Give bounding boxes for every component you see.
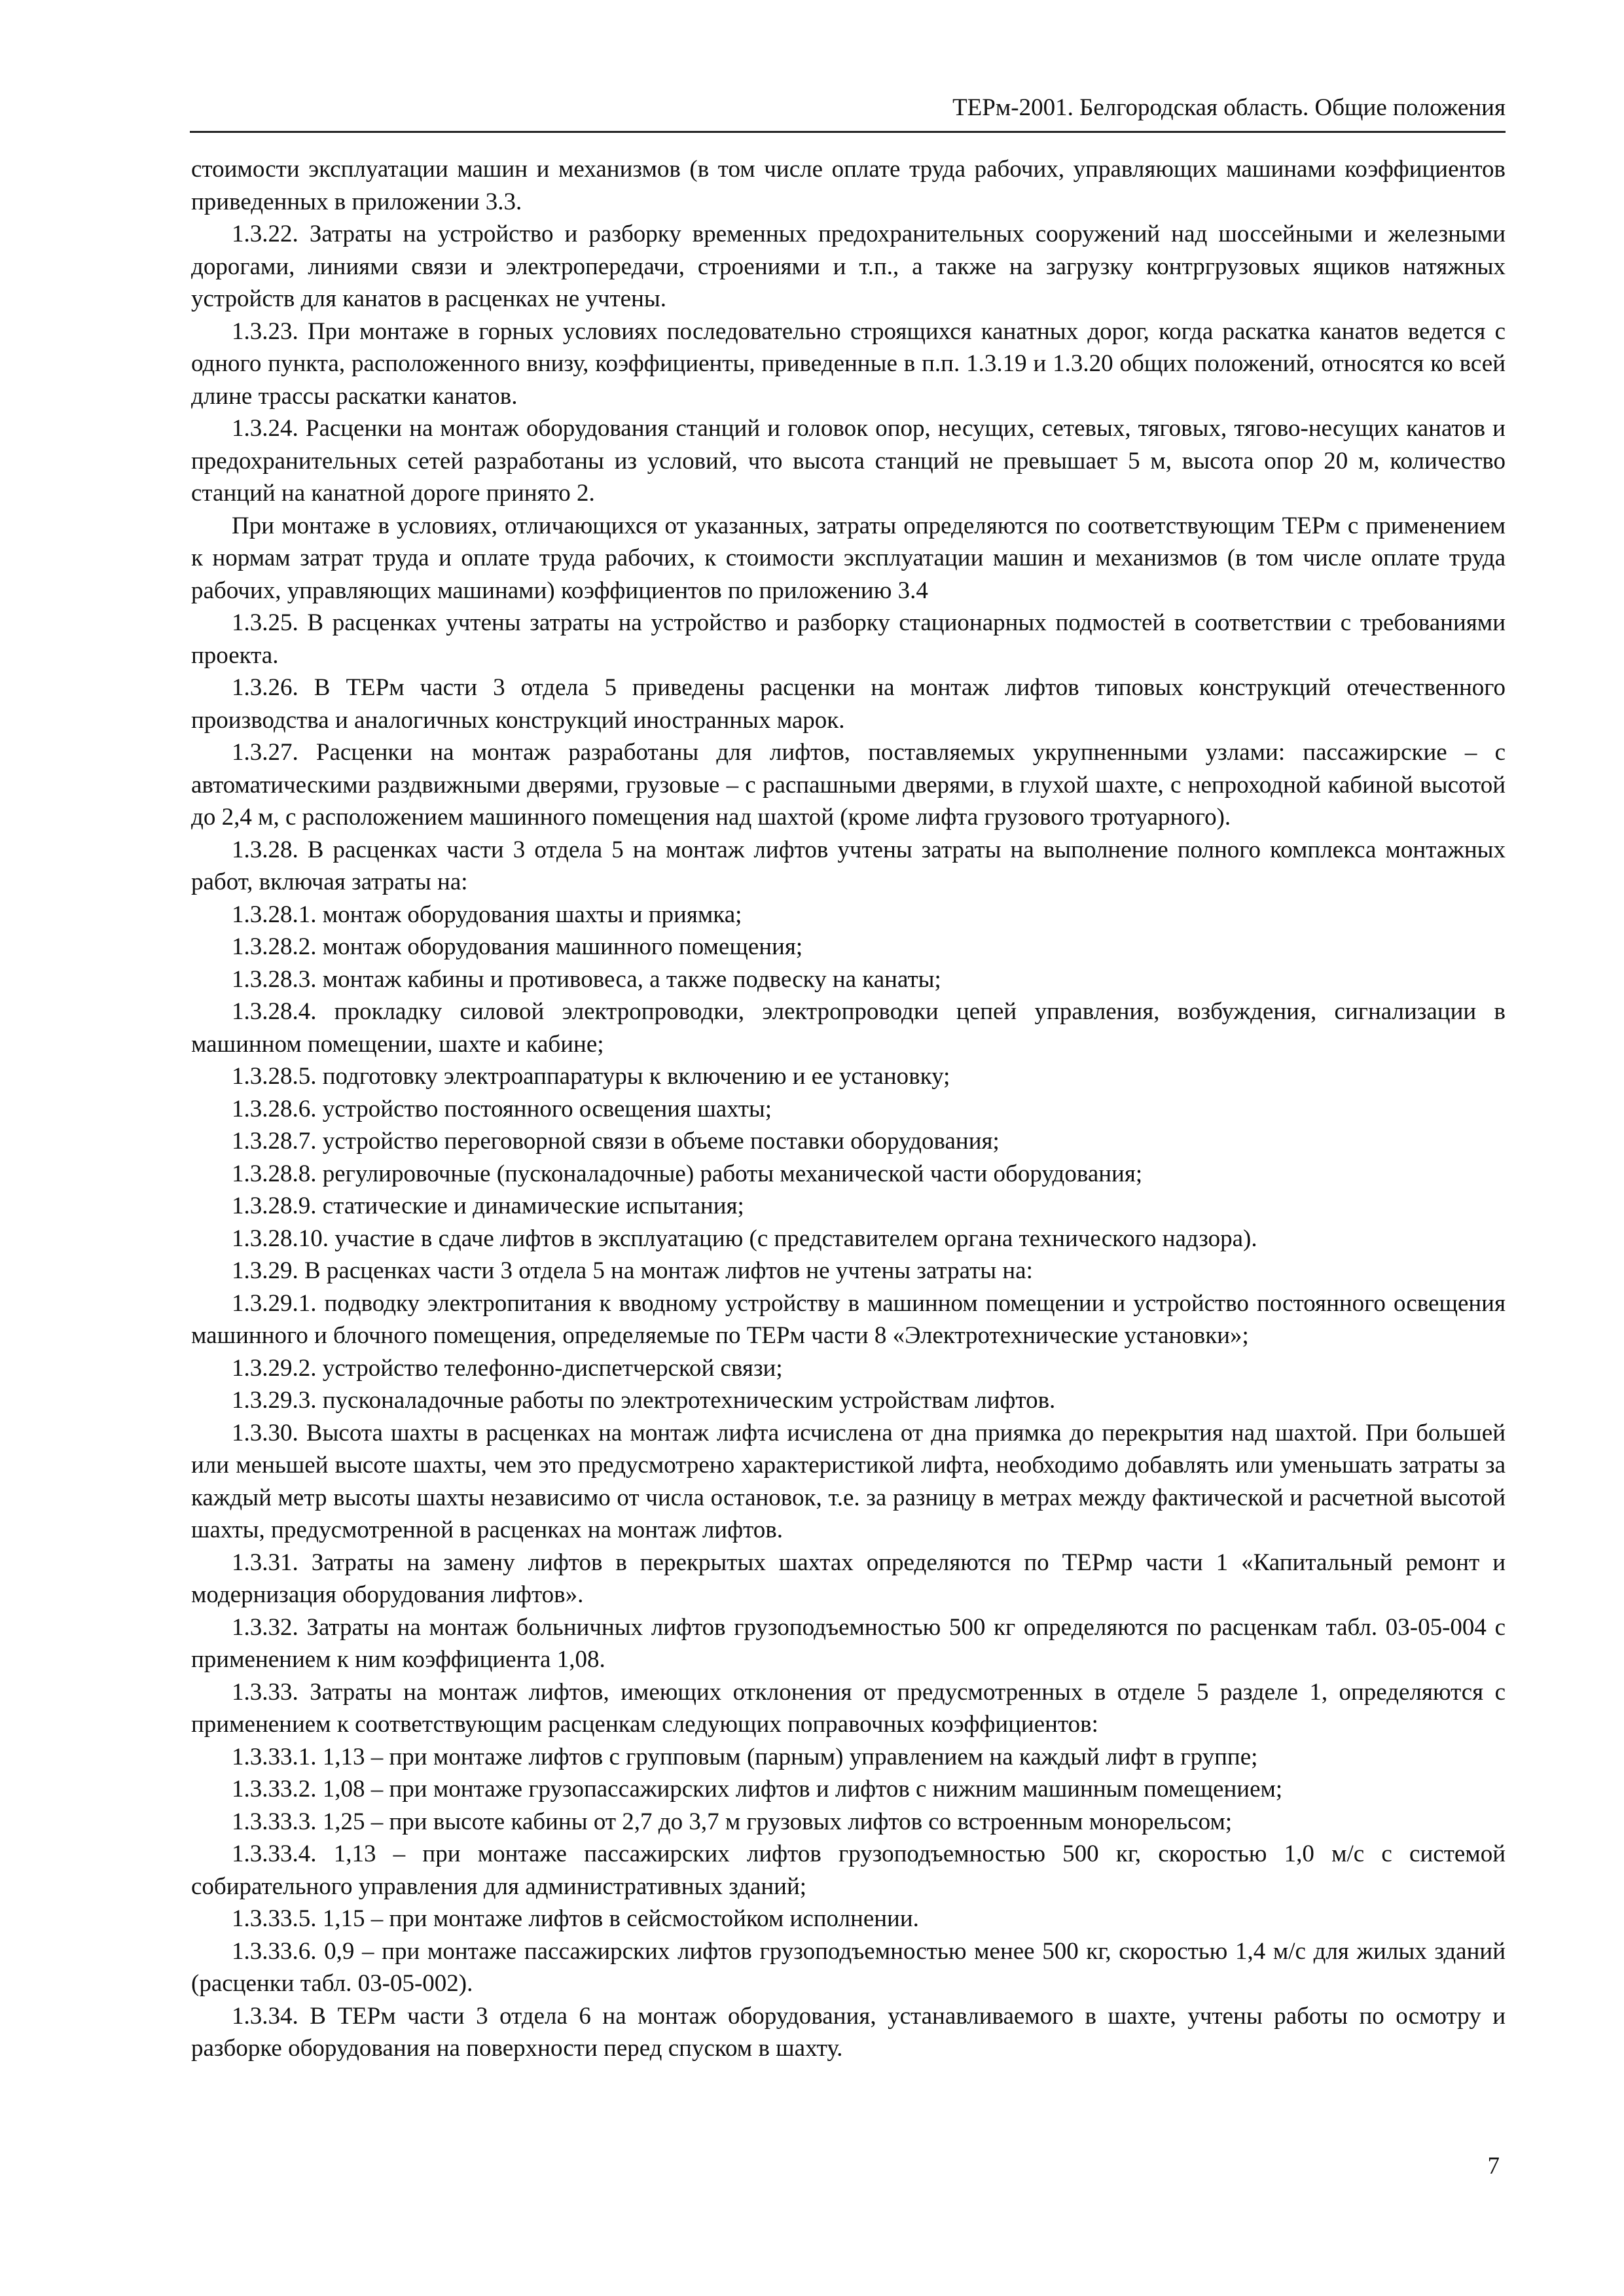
document-body [191, 153, 1506, 2065]
paragraph-1-3-33-2: 1.3.33.2. 1,08 – при монтаже грузопассажирских лифтов и лифтов с нижним машинным помещением; [232, 1776, 1283, 1803]
paragraph-1-3-22: 1.3.22. Затраты на устройство и разборку временных предохранительных сооружений над шоссейными и железными дорогами, линиями связи и электропередачи, строениями и т.п., а также на загрузку контргрузовых ящиков натяжных устройств для канатов в расценках не учтены. [191, 221, 1506, 312]
paragraph-1-3-29-3: 1.3.29.3. пусконаладочные работы по электротехническим устройствам лифтов. [232, 1387, 1056, 1414]
paragraph-1-3-28-8: 1.3.28.8. регулировочные (пусконаладочные) работы механической части оборудования; [232, 1160, 1143, 1187]
paragraph-1-3-28-6: 1.3.28.6. устройство постоянного освещения шахты; [232, 1095, 772, 1122]
paragraph-1-3-29: 1.3.29. В расценках части 3 отдела 5 на монтаж лифтов не учтены затраты на: [232, 1257, 1033, 1284]
paragraph-1-3-28: 1.3.28. В расценках части 3 отдела 5 на монтаж лифтов учтены затраты на выполнение полного комплекса монтажных работ, включая затраты на: [191, 836, 1506, 895]
paragraph-1-3-28-4: 1.3.28.4. прокладку силовой электропроводки, электропроводки цепей управления, возбуждения, сигнализации в машинном помещении, шахте и кабине; [191, 998, 1506, 1058]
paragraph-1-3-25: 1.3.25. В расценках учтены затраты на устройство и разборку стационарных подмостей в соответствии с требованиями проекта. [191, 609, 1506, 669]
page-header [190, 92, 1506, 133]
paragraph-1-3-23: 1.3.23. При монтаже в горных условиях последовательно строящихся канатных дорог, когда раскатка канатов ведется с одного пункта, расположенного внизу, коэффициенты, приведенные в п.п. 1.3.19 и 1.3.20 общих положений, относятся ко всей длине трассы раскатки канатов. [191, 317, 1506, 410]
paragraph-1-3-24-note: При монтаже в условиях, отличающихся от указанных, затраты определяются по соответствующим ТЕРм с применением к нормам затрат труда и оплате труда рабочих, к стоимости эксплуатации машин и механизмов (в том числе оплате труда рабочих, управляющих машинами) коэффициентов по приложению 3.4 [191, 512, 1506, 604]
paragraph-1-3-32: 1.3.32. Затраты на монтаж больничных лифтов грузоподъемностью 500 кг определяются по расценкам табл. 03-05-004 с применением к ним коэффициента 1,08. [191, 1613, 1506, 1673]
page-number: 7 [1487, 2153, 1500, 2179]
header-title: ТЕРм-2001. Белгородская область. Общие положения [952, 94, 1506, 121]
paragraph-1-3-28-7: 1.3.28.7. устройство переговорной связи в объеме поставки оборудования; [232, 1128, 1000, 1155]
paragraph-1-3-33-3: 1.3.33.3. 1,25 – при высоте кабины от 2,7 до 3,7 м грузовых лифтов со встроенным монорельсом; [232, 1808, 1233, 1835]
paragraph-1-3-28-3: 1.3.28.3. монтаж кабины и противовеса, а также подвеску на канаты; [232, 965, 941, 993]
paragraph-1-3-28-2: 1.3.28.2. монтаж оборудования машинного помещения; [232, 933, 803, 960]
paragraph-1-3-33-1: 1.3.33.1. 1,13 – при монтаже лифтов с групповым (парным) управлением на каждый лифт в группе; [232, 1743, 1258, 1770]
paragraph-1-3-28-5: 1.3.28.5. подготовку электроаппаратуры к включению и ее установку; [232, 1063, 950, 1090]
paragraph-1-3-30: 1.3.30. Высота шахты в расценках на монтаж лифта исчислена от дна приямка до перекрытия над шахтой. При большей или меньшей высоте шахты, чем это предусмотрено характеристикой лифта, необходимо добавлять или уменьшать затраты за каждый метр высоты шахты независимо от числа остановок, т.е. за разницу в метрах между фактической и расчетной высотой шахты, предусмотренной в расценках на монтаж лифтов. [191, 1419, 1506, 1543]
paragraph-1-3-29-2: 1.3.29.2. устройство телефонно-диспетчерской связи; [232, 1354, 783, 1382]
paragraph-1-3-34: 1.3.34. В ТЕРм части 3 отдела 6 на монтаж оборудования, устанавливаемого в шахте, учтены работы по осмотру и разборке оборудования на поверхности перед спуском в шахту. [191, 2002, 1506, 2062]
paragraph-1-3-26: 1.3.26. В ТЕРм части 3 отдела 5 приведены расценки на монтаж лифтов типовых конструкций отечественного производства и аналогичных конструкций иностранных марок. [191, 674, 1506, 734]
paragraph-1-3-33-6: 1.3.33.6. 0,9 – при монтаже пассажирских лифтов грузоподъемностью менее 500 кг, скоростью 1,4 м/с для жилых зданий (расценки табл. 03-05-002). [191, 1937, 1506, 1997]
paragraph-1-3-28-1: 1.3.28.1. монтаж оборудования шахты и приямка; [232, 901, 742, 928]
paragraph-1-3-33: 1.3.33. Затраты на монтаж лифтов, имеющих отклонения от предусмотренных в отделе 5 разделе 1, определяются с применением к соответствующим расценкам следующих поправочных коэффициентов: [191, 1678, 1506, 1738]
paragraph-1-3-27: 1.3.27. Расценки на монтаж разработаны для лифтов, поставляемых укрупненными узлами: пассажирские – с автоматическими раздвижными дверями, грузовые – с распашными дверями, в глухой шахте, с непроходной кабиной высотой до 2,4 м, с расположением машинного помещения над шахтой (кроме лифта грузового тротуарного). [191, 739, 1506, 831]
paragraph-continuation: стоимости эксплуатации машин и механизмов (в том числе оплате труда рабочих, управляющих машинами коэффициентов приведенных в приложении 3.3. [191, 156, 1506, 215]
paragraph-1-3-33-5: 1.3.33.5. 1,15 – при монтаже лифтов в сейсмостойком исполнении. [232, 1905, 919, 1932]
paragraph-1-3-24: 1.3.24. Расценки на монтаж оборудования станций и головок опор, несущих, сетевых, тяговых, тягово-несущих канатов и предохранительных сетей разработаны из условий, что высота станций не превышает 5 м, высота опор 20 м, количество станций на канатной дороге принято 2. [191, 415, 1506, 507]
paragraph-1-3-28-10: 1.3.28.10. участие в сдаче лифтов в эксплуатацию (с представителем органа технического надзора). [232, 1225, 1257, 1252]
paragraph-1-3-31: 1.3.31. Затраты на замену лифтов в перекрытых шахтах определяются по ТЕРмр части 1 «Капитальный ремонт и модернизация оборудования лифтов». [191, 1549, 1506, 1608]
paragraph-1-3-33-4: 1.3.33.4. 1,13 – при монтаже пассажирских лифтов грузоподъемностью 500 кг, скоростью 1,0 м/с с системой собирательного управления для административных зданий; [191, 1840, 1506, 1900]
paragraph-1-3-29-1: 1.3.29.1. подводку электропитания к вводному устройству в машинном помещении и устройство постоянного освещения машинного и блочного помещения, определяемые по ТЕРм части 8 «Электротехнические установки»; [191, 1289, 1506, 1349]
paragraph-1-3-28-9: 1.3.28.9. статические и динамические испытания; [232, 1193, 744, 1219]
